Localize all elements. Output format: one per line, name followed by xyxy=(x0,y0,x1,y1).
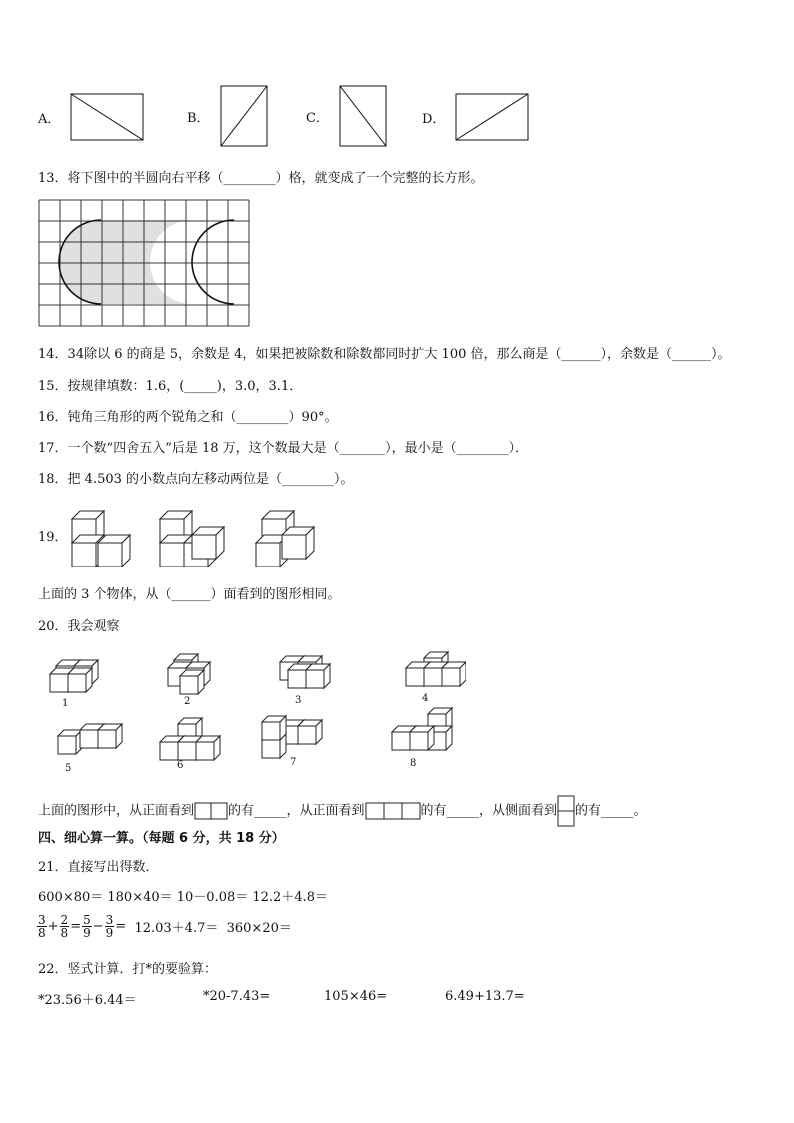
q22-item-2: *20-7.43= xyxy=(203,989,271,1004)
question-15: 15．按规律填数：1.6，(_____)，3.0，3.1． xyxy=(38,379,303,394)
figure-caption: 5 xyxy=(65,763,72,774)
grid-semicircle-figure xyxy=(38,199,252,327)
vertical-two-square-view-figure xyxy=(557,795,575,827)
rectangle-diagonal-figure xyxy=(220,85,268,147)
q20-part1: 上面的图形中，从正面看到 xyxy=(38,803,195,819)
option-d-label: D． xyxy=(422,111,446,127)
question-17: 17．一个数“四舍五入”后是 18 万，这个数最大是（_______），最小是（________）． xyxy=(38,441,529,456)
q20-part2: 的有_____，从正面看到 xyxy=(228,803,365,819)
question-14: 14．34除以 6 的商是 5，余数是 4，如果把被除数和除数都同时扩大 100 倍，那么商是（______），余数是（______）。 xyxy=(38,347,731,362)
rectangle-diagonal-figure xyxy=(455,93,529,141)
figure-caption: 4 xyxy=(422,693,429,704)
figure-caption: 3 xyxy=(295,695,302,706)
option-a-label: A． xyxy=(38,111,61,127)
question-13: 13．将下图中的半圆向右平移（________）格，就变成了一个完整的长方形。 xyxy=(38,171,484,186)
option-d xyxy=(422,93,529,141)
operator: + xyxy=(47,919,59,934)
option-a xyxy=(38,93,144,141)
fraction: $\frac{2}{8}$ xyxy=(60,913,69,940)
figure-caption: 7 xyxy=(290,757,297,768)
q20-part4: 的有_____。 xyxy=(575,803,647,819)
question-19-number: 19． xyxy=(38,530,68,545)
rectangle-diagonal-figure xyxy=(339,85,387,147)
question-19-text: 上面的 3 个物体，从（______）面看到的图形相同。 xyxy=(38,587,341,602)
option-c-label: C． xyxy=(306,110,329,126)
question-21-row2 xyxy=(36,914,292,939)
figure-caption: 6 xyxy=(177,760,184,771)
figure-caption: 1 xyxy=(62,698,69,709)
question-16: 16．钝角三角形的两个锐角之和（________）90°。 xyxy=(38,410,338,425)
equals: = xyxy=(115,919,127,934)
q22-item-1: *23.56＋6.44＝ xyxy=(38,993,137,1008)
three-square-view-figure xyxy=(365,802,421,820)
question-20-line xyxy=(38,795,647,827)
question-21: 21．直接写出得数． xyxy=(38,860,159,875)
q22-item-3: 105×46= xyxy=(324,989,388,1004)
observation-cubes-figure xyxy=(36,650,466,775)
question-22: 22．竖式计算．打*的要验算： xyxy=(38,962,218,977)
q22-item-4: 6.49+13.7= xyxy=(445,989,525,1004)
figure-caption: 2 xyxy=(184,696,191,707)
equals: = xyxy=(70,919,82,934)
option-c xyxy=(306,85,387,147)
option-b-label: B． xyxy=(187,110,210,126)
question-18: 18．把 4.503 的小数点向左移动两位是（________）。 xyxy=(38,472,354,487)
two-square-view-figure xyxy=(194,802,228,820)
cube-objects-figure xyxy=(70,505,320,567)
section-4-heading: 四、细心算一算。（每题 6 分，共 18 分） xyxy=(38,831,285,846)
rectangle-diagonal-figure xyxy=(70,93,144,141)
row2-rest: 12.03＋4.7＝ 360×20＝ xyxy=(126,921,292,936)
fraction: $\frac{5}{9}$ xyxy=(83,913,91,940)
option-b xyxy=(187,85,268,147)
question-21-row1: 600×80＝ 180×40＝ 10－0.08＝ 12.2＋4.8＝ xyxy=(38,890,328,905)
fraction: $\frac{3}{9}$ xyxy=(105,913,114,940)
question-20: 20．我会观察 xyxy=(38,619,120,634)
figure-caption: 8 xyxy=(410,758,417,769)
fraction: $\frac{3}{8}$ xyxy=(38,913,46,940)
q20-part3: 的有_____，从侧面看到 xyxy=(420,803,558,819)
operator: − xyxy=(92,919,104,934)
